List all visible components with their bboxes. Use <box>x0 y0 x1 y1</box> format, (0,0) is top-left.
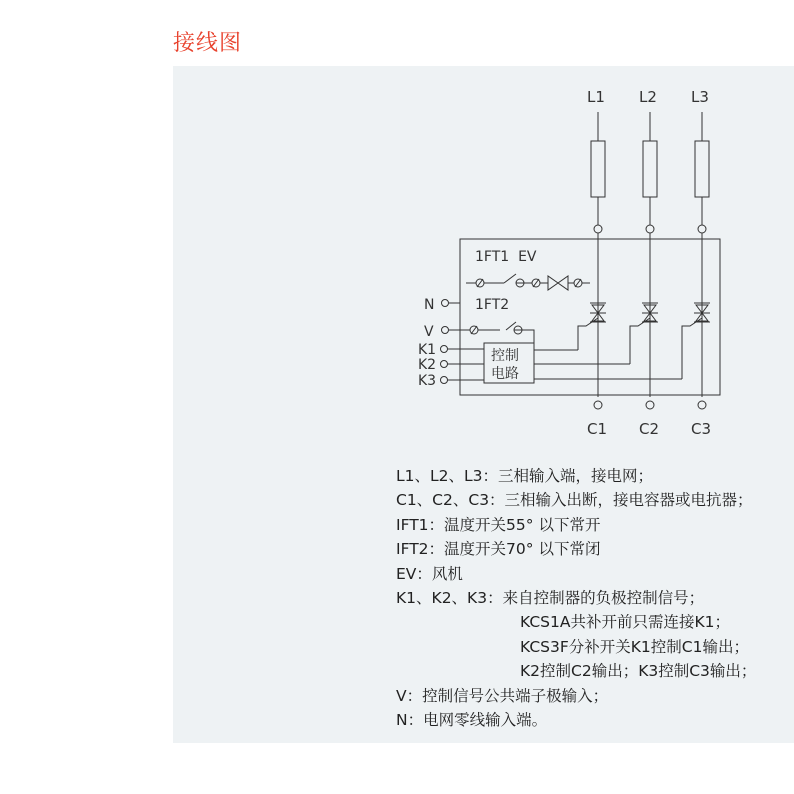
fuse-l3 <box>695 141 709 197</box>
legend-item: K1、K2、K3：来自控制器的负极控制信号； <box>396 589 705 608</box>
label-l3: L3 <box>691 88 709 106</box>
terminal-k1 <box>441 346 448 353</box>
terminal-c3 <box>698 401 706 409</box>
label-1ft1-ev: 1FT1 EV <box>475 249 537 265</box>
label-terminal-k3: K3 <box>418 373 437 389</box>
fuse-l1 <box>591 141 605 197</box>
thyristor-2 <box>630 303 658 364</box>
legend-item: K2控制C2输出；K3控制C3输出； <box>520 662 757 681</box>
label-terminal-v: V <box>424 324 434 340</box>
label-terminal-n: N <box>424 297 435 313</box>
legend-notes <box>396 464 794 732</box>
legend-item: KCS1A共补开前只需连接K1； <box>520 613 730 632</box>
legend-item: V：控制信号公共端子极输入； <box>396 686 609 705</box>
label-terminal-k2: K2 <box>418 357 437 373</box>
terminal-l1-in <box>594 225 602 233</box>
legend-item: KCS3F分补开关K1控制C1输出； <box>520 637 749 656</box>
terminal-c1 <box>594 401 602 409</box>
page-title: 接线图 <box>173 31 243 56</box>
legend-item: EV：风机 <box>396 564 463 583</box>
control-box-label-1: 控制 <box>491 348 519 364</box>
label-c2: C2 <box>639 420 660 438</box>
legend-item: IFT2：温度开关70° 以下常闭 <box>396 540 601 559</box>
legend-item: N：电网零线输入端。 <box>396 711 548 730</box>
legend-item: L1、L2、L3：三相输入端，接电网； <box>396 467 653 485</box>
fan-symbol <box>548 276 568 290</box>
control-box-label-2: 电路 <box>491 366 519 382</box>
thyristor-3 <box>682 303 710 379</box>
terminal-k3 <box>441 377 448 384</box>
terminal-v <box>442 327 449 334</box>
fuse-l2 <box>643 141 657 197</box>
terminal-l2-in <box>646 225 654 233</box>
terminal-k2 <box>441 361 448 368</box>
label-l1: L1 <box>587 88 605 106</box>
label-l2: L2 <box>639 88 657 106</box>
legend-item: IFT1：温度开关55° 以下常开 <box>396 515 601 534</box>
terminal-n <box>442 300 449 307</box>
label-1ft2: 1FT2 <box>475 297 510 313</box>
label-c1: C1 <box>587 420 608 438</box>
label-c3: C3 <box>691 420 712 438</box>
terminal-l3-in <box>698 225 706 233</box>
label-terminal-k1: K1 <box>418 342 437 358</box>
legend-item: C1、C2、C3：三相输入出断，接电容器或电抗器； <box>396 491 753 510</box>
terminal-c2 <box>646 401 654 409</box>
thyristor-1 <box>578 303 606 350</box>
